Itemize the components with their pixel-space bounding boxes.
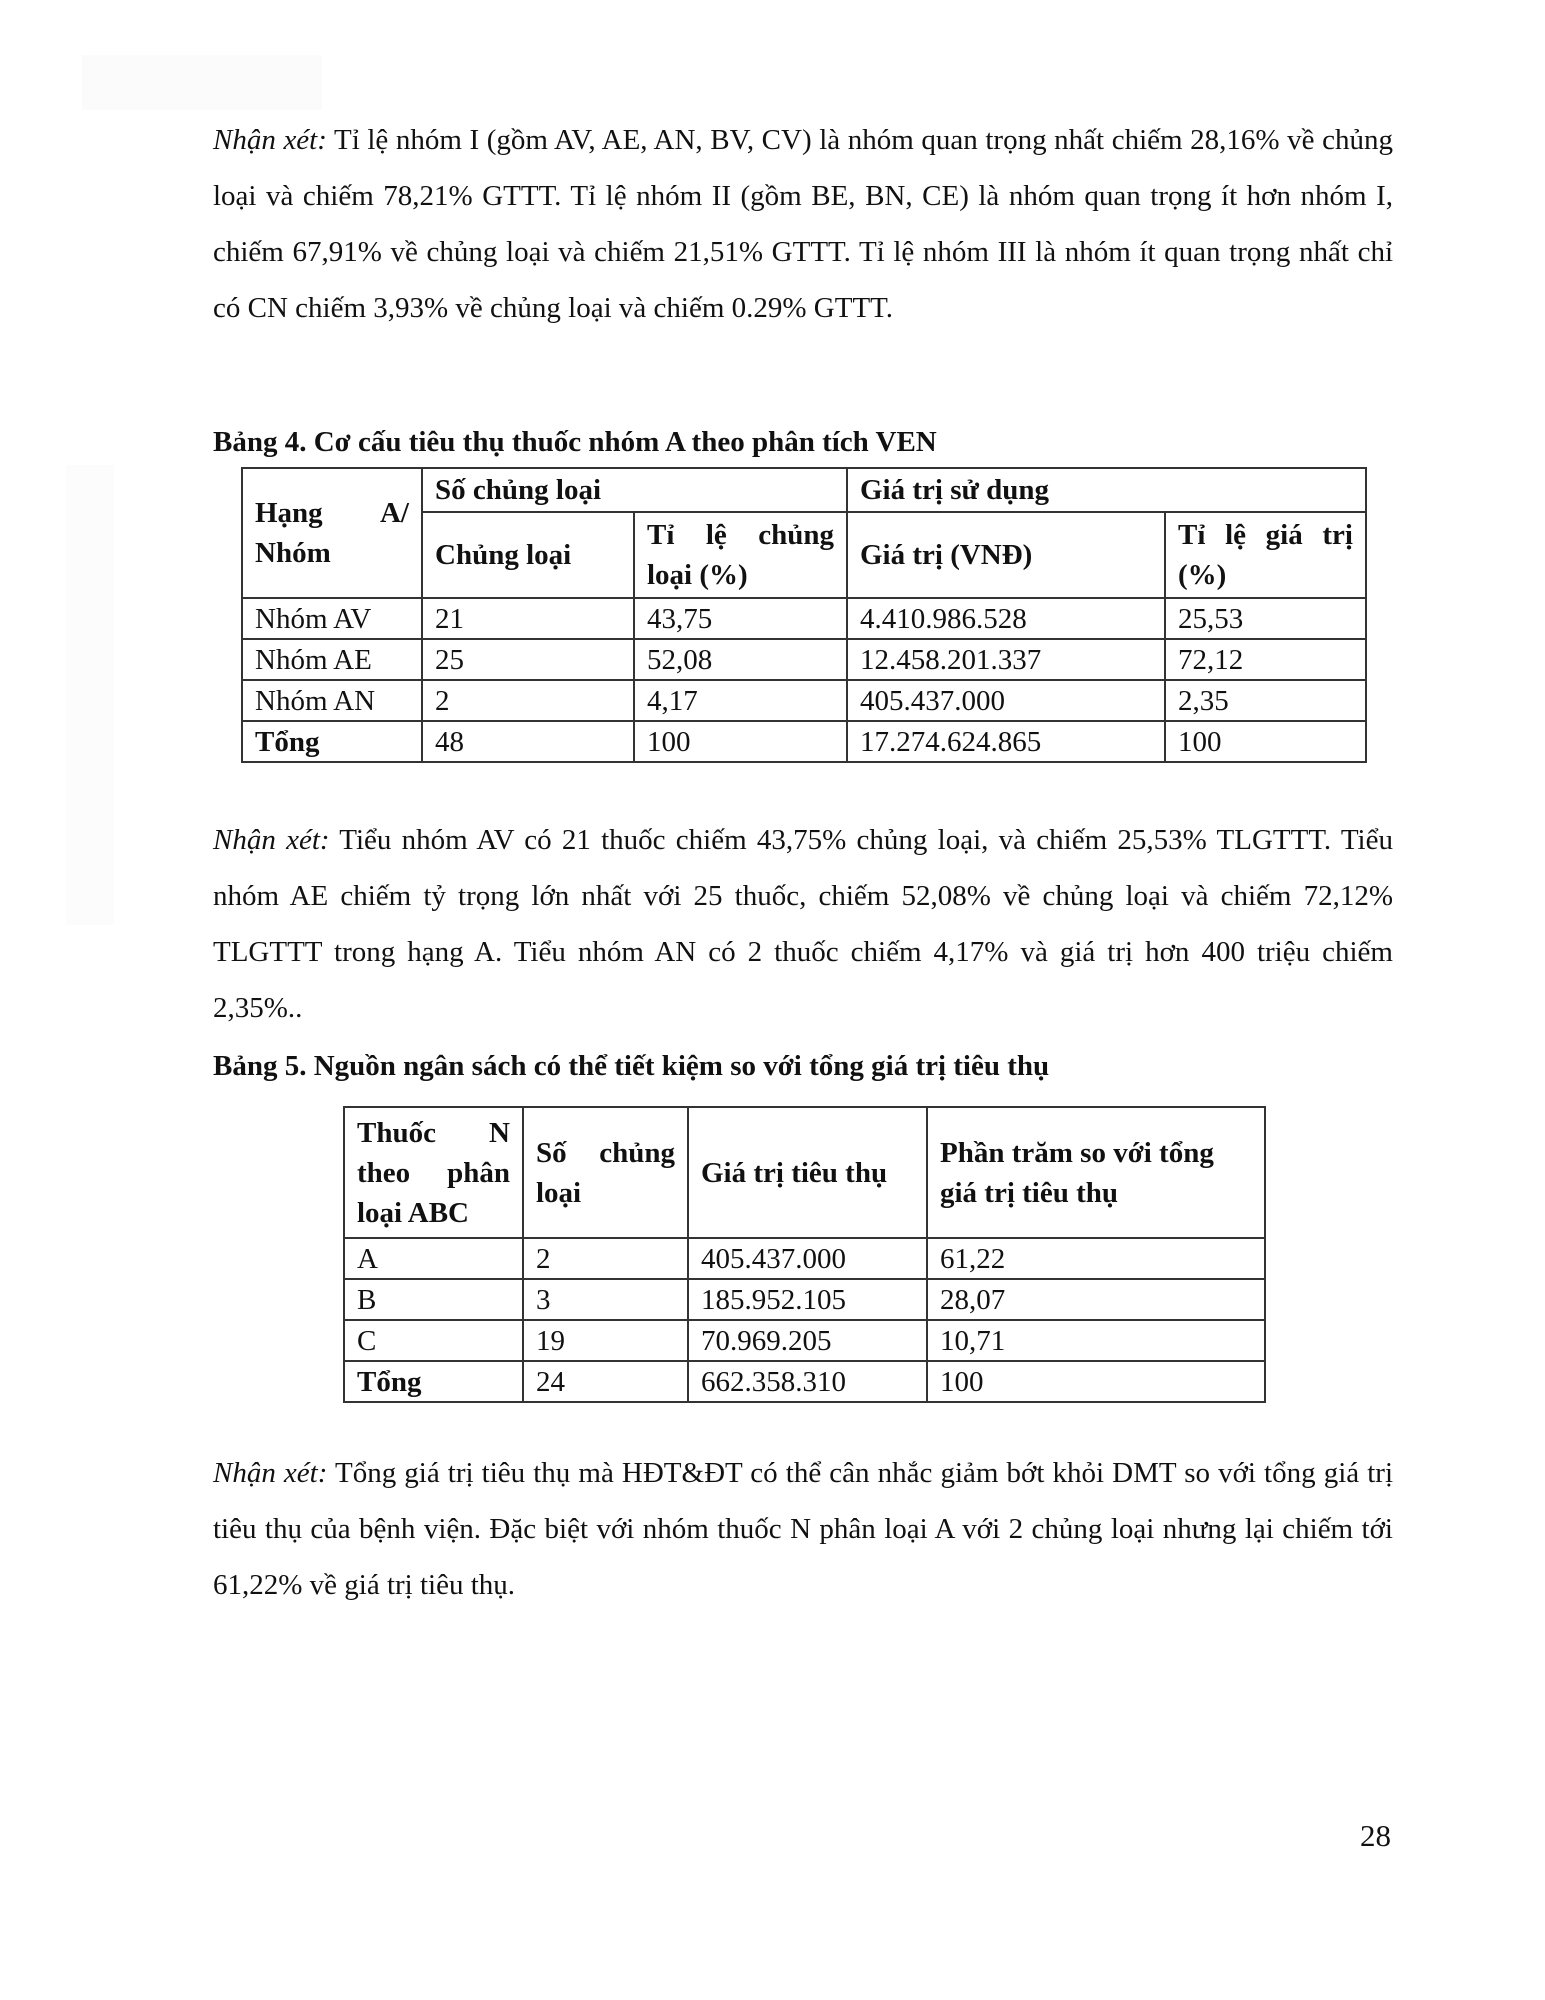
table-row-total [344,1361,1265,1402]
comment-text: Tỉ lệ nhóm I (gồm AV, AE, AN, BV, CV) là nhóm quan trọng nhất chiếm 28,16% về chủng loại và chiếm 78,21% GTTT. Tỉ lệ nhóm II (gồm BE, BN, CE) là nhóm quan trọng ít hơn nhóm I, chiếm 67,91% về chủng loại và chiếm 21,51% GTTT. Tỉ lệ nhóm III là nhóm ít quan trọng nhất chỉ có CN chiếm 3,93% về chủng loại và chiếm 0.29% GTTT. [213,124,1393,324]
cell-value: 405.437.000 [847,680,1165,721]
table-row [344,1320,1265,1361]
cell-group: Nhóm AN [242,680,422,721]
header-count-group: Số chủng loại [422,468,847,512]
comment-paragraph-1 [213,112,1393,336]
table-row-total [242,721,1366,762]
cell-count: 24 [523,1361,688,1402]
table5-caption: Bảng 5. Nguồn ngân sách có thể tiết kiệm so với tổng giá trị tiêu thụ [213,1050,1050,1082]
cell-count: 3 [523,1279,688,1320]
cell-pct: 28,07 [927,1279,1265,1320]
comment-text: Tiểu nhóm AV có 21 thuốc chiếm 43,75% chủng loại, và chiếm 25,53% TLGTTT. Tiểu nhóm AE chiếm tỷ trọng lớn nhất với 25 thuốc, chiếm 52,08% về chủng loại và chiếm 72,12% TLGTTT trong hạng A. Tiểu nhóm AN có 2 thuốc chiếm 4,17% và giá trị hơn 400 triệu chiếm 2,35%.. [213,824,1393,1024]
faint-header-artifact [82,55,322,110]
cell-class: C [344,1320,523,1361]
comment-lead: Nhận xét: [213,124,327,156]
cell-pct: 100 [927,1361,1265,1402]
cell-count: 25 [422,639,634,680]
header-count-pct: Tỉ lệ chủng loại (%) [634,512,847,598]
cell-count: 2 [422,680,634,721]
header-count: Chủng loại [422,512,634,598]
cell-count: 19 [523,1320,688,1361]
table-row [242,639,1366,680]
cell-value-pct: 72,12 [1165,639,1366,680]
cell-class: B [344,1279,523,1320]
cell-group: Nhóm AE [242,639,422,680]
cell-value: 4.410.986.528 [847,598,1165,639]
cell-value-pct: 25,53 [1165,598,1366,639]
comment-lead: Nhận xét: [213,824,330,856]
page-number: 28 [1360,1818,1391,1853]
header-value-pct: Tỉ lệ giá trị (%) [1165,512,1366,598]
comment-lead: Nhận xét: [213,1457,328,1489]
table-row [344,1238,1265,1279]
comment-paragraph-2 [213,812,1393,1036]
cell-class: A [344,1238,523,1279]
cell-value: 12.458.201.337 [847,639,1165,680]
header-class: Thuốc N theo phân loại ABC [344,1107,523,1238]
cell-count-pct: 100 [634,721,847,762]
cell-class: Tổng [344,1361,523,1402]
table-row [242,598,1366,639]
header-rank-group: Hạng A/ Nhóm [242,468,422,598]
header-value: Giá trị (VNĐ) [847,512,1165,598]
table4-caption: Bảng 4. Cơ cấu tiêu thụ thuốc nhóm A theo phân tích VEN [213,426,937,458]
cell-value-pct: 2,35 [1165,680,1366,721]
cell-count: 2 [523,1238,688,1279]
cell-value-pct: 100 [1165,721,1366,762]
table-row [242,680,1366,721]
cell-count: 48 [422,721,634,762]
cell-value: 70.969.205 [688,1320,927,1361]
cell-value: 662.358.310 [688,1361,927,1402]
table-row [344,1279,1265,1320]
cell-value: 405.437.000 [688,1238,927,1279]
cell-count-pct: 43,75 [634,598,847,639]
cell-value: 185.952.105 [688,1279,927,1320]
header-pct: Phần trăm so với tổng giá trị tiêu thụ [927,1107,1265,1238]
comment-paragraph-3 [213,1445,1393,1613]
cell-group: Tổng [242,721,422,762]
table-5 [343,1106,1266,1403]
cell-pct: 10,71 [927,1320,1265,1361]
header-count: Số chủng loại [523,1107,688,1238]
cell-count-pct: 4,17 [634,680,847,721]
faint-margin-artifact [66,465,114,925]
cell-count: 21 [422,598,634,639]
comment-text: Tổng giá trị tiêu thụ mà HĐT&ĐT có thể cân nhắc giảm bớt khỏi DMT so với tổng giá trị tiêu thụ của bệnh viện. Đặc biệt với nhóm thuốc N phân loại A với 2 chủng loại nhưng lại chiếm tới 61,22% về giá trị tiêu thụ. [213,1457,1393,1601]
table-4 [241,467,1367,763]
cell-count-pct: 52,08 [634,639,847,680]
header-value-group: Giá trị sử dụng [847,468,1366,512]
cell-pct: 61,22 [927,1238,1265,1279]
cell-group: Nhóm AV [242,598,422,639]
header-value: Giá trị tiêu thụ [688,1107,927,1238]
cell-value: 17.274.624.865 [847,721,1165,762]
